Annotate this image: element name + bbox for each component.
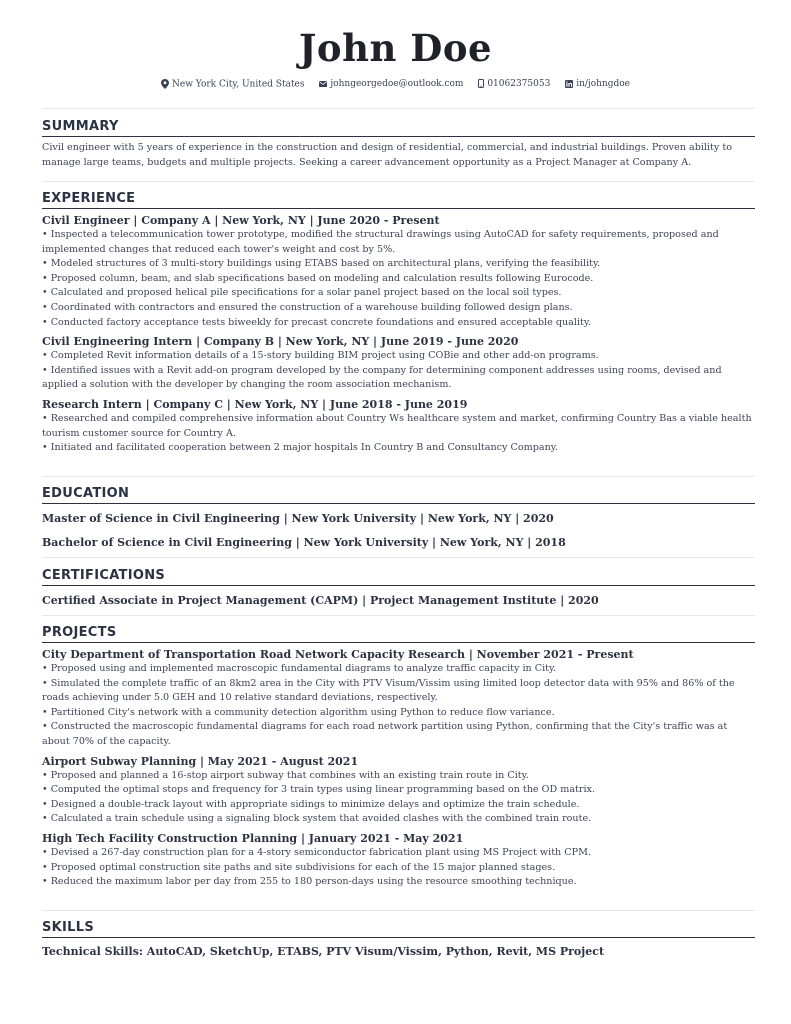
job-bullet: • Initiated and facilitated cooperation between 2 major hospitals In Country B and Consultancy Company.	[42, 442, 558, 454]
education-item: Bachelor of Science in Civil Engineering | New York University | New York, NY | 2018	[42, 536, 566, 549]
job-heading: Research Intern | Company C | New York, NY | June 2018 - June 2019	[42, 397, 468, 411]
project-bullet: • Constructed the macroscopic fundamental diagrams for each road network partition using Python, confirming that the City's traffic was at about 70% of the capacity.	[42, 721, 728, 747]
linkedin-icon	[565, 80, 573, 88]
job-entry	[42, 214, 755, 330]
job-bullet: • Researched and compiled comprehensive information about Country Ws healthcare system and market, confirming Country Bas a viable health tourism customer source for Country A.	[42, 412, 752, 439]
job-bullet: • Conducted factory acceptance tests biweekly for precast concrete foundations and ensured acceptable quality.	[42, 316, 592, 328]
certification-item: Certified Associate in Project Management (CAPM) | Project Management Institute | 2020	[42, 594, 599, 607]
contact-bar	[0, 79, 791, 90]
education-item: Master of Science in Civil Engineering | New York University | New York, NY | 2020	[42, 512, 554, 525]
phone-text: 01062375053	[487, 79, 551, 90]
phone-icon	[478, 79, 484, 88]
divider	[42, 476, 755, 477]
education-title: EDUCATION	[42, 486, 755, 504]
skills-section	[42, 920, 755, 959]
divider	[42, 615, 755, 616]
contact-email[interactable]	[319, 79, 463, 89]
job-bullet: • Modeled structures of 3 multi-story buildings using ETABS based on architectural plans, verifying the feasibility.	[42, 258, 601, 270]
divider	[42, 181, 755, 182]
project-bullet: • Devised a 267-day construction plan for a 4-story semiconductor fabrication plant using MS Project with CPM.	[42, 846, 591, 858]
project-bullet: • Simulated the complete traffic of an 8km2 area in the City with PTV Visum/Vissim using limited loop detector data with 95% and 86% of the roads achieving under 5.0 GEH and 10 relative standard deviations, respectively.	[42, 677, 735, 704]
job-bullet: • Identified issues with a Revit add-on program developed by the company for determining component addresses using rooms, devised and applied a solution with the developer by changing the room association mechanism.	[42, 364, 722, 391]
job-bullet: • Completed Revit information details of a 15-story building BIM project using COBie and other add-on programs.	[42, 350, 599, 362]
candidate-name: John Doe	[298, 26, 493, 70]
education-section	[42, 486, 755, 550]
job-bullet: • Proposed column, beam, and slab specifications based on modeling and calculation results following Eurocode.	[42, 272, 594, 284]
summary-title: SUMMARY	[42, 119, 755, 137]
map-pin-icon	[161, 79, 169, 89]
project-bullet: • Proposed and planned a 16-stop airport subway that combines with an existing train route in City.	[42, 769, 529, 781]
projects-title: PROJECTS	[42, 625, 755, 643]
skills-title: SKILLS	[42, 920, 755, 938]
contact-phone[interactable]	[478, 79, 550, 89]
linkedin-text: in/johngdoe	[576, 79, 630, 90]
job-entry	[42, 335, 755, 393]
location-text: New York City, United States	[172, 79, 305, 90]
project-bullet: • Designed a double-track layout with appropriate sidings to minimize delays and optimize the train schedule.	[42, 798, 580, 810]
divider	[42, 108, 755, 109]
summary-text: Civil engineer with 5 years of experience in the construction and design of residential, commercial, and industrial buildings. Proven ability to manage large teams, budgets and multiple projects. Seeking a career advancement opportunity as a Project Manager at Company A.	[42, 142, 733, 168]
project-heading: City Department of Transportation Road Network Capacity Research | November 2021 - Present	[42, 648, 634, 661]
job-bullet: • Coordinated with contractors and ensured the construction of a warehouse building followed design plans.	[42, 301, 573, 313]
project-bullet: • Reduced the maximum labor per day from 255 to 180 person-days using the resource smoothing technique.	[42, 876, 577, 888]
experience-section	[42, 191, 755, 456]
experience-title: EXPERIENCE	[42, 191, 755, 209]
envelope-icon	[319, 81, 327, 87]
job-bullet: • Inspected a telecommunication tower prototype, modified the structural drawings using AutoCAD for safety requirements, proposed and implemented changes that reduced each tower's weight and cost by 5%.	[42, 229, 719, 255]
divider	[42, 557, 755, 558]
project-bullet: • Proposed using and implemented macroscopic fundamental diagrams to analyze traffic capacity in City.	[42, 663, 557, 674]
summary-section	[42, 119, 755, 170]
project-bullet: • Computed the optimal stops and frequency for 3 train types using linear programming based on the OD matrix.	[42, 784, 596, 796]
projects-section	[42, 625, 755, 890]
job-heading: Civil Engineering Intern | Company B | New York, NY | June 2019 - June 2020	[42, 335, 519, 349]
job-entry	[42, 398, 755, 456]
project-heading: Airport Subway Planning | May 2021 - August 2021	[42, 754, 359, 768]
email-text: johngeorgedoe@outlook.com	[330, 79, 464, 90]
contact-location	[161, 79, 305, 90]
job-heading: Civil Engineer | Company A | New York, NY | June 2020 - Present	[42, 214, 440, 227]
project-bullet: • Proposed optimal construction site paths and site subdivisions for each of the 15 major planned stages.	[42, 861, 556, 873]
project-bullet: • Partitioned City's network with a community detection algorithm using Python to reduce flow variance.	[42, 706, 555, 718]
project-bullet: • Calculated a train schedule using a signaling block system that avoided clashes with the combined train route.	[42, 813, 592, 825]
job-bullet: • Calculated and proposed helical pile specifications for a solar panel project based on the local soil types.	[42, 287, 562, 299]
project-heading: High Tech Facility Construction Planning | January 2021 - May 2021	[42, 831, 464, 845]
certifications-section	[42, 568, 755, 608]
contact-linkedin[interactable]	[565, 79, 630, 89]
project-entry	[42, 648, 755, 750]
project-entry	[42, 755, 755, 827]
certifications-title: CERTIFICATIONS	[42, 568, 755, 586]
skills-text: Technical Skills: AutoCAD, SketchUp, ETABS, PTV Visum/Vissim, Python, Revit, MS Project	[42, 945, 605, 958]
divider	[42, 910, 755, 911]
project-entry	[42, 832, 755, 890]
